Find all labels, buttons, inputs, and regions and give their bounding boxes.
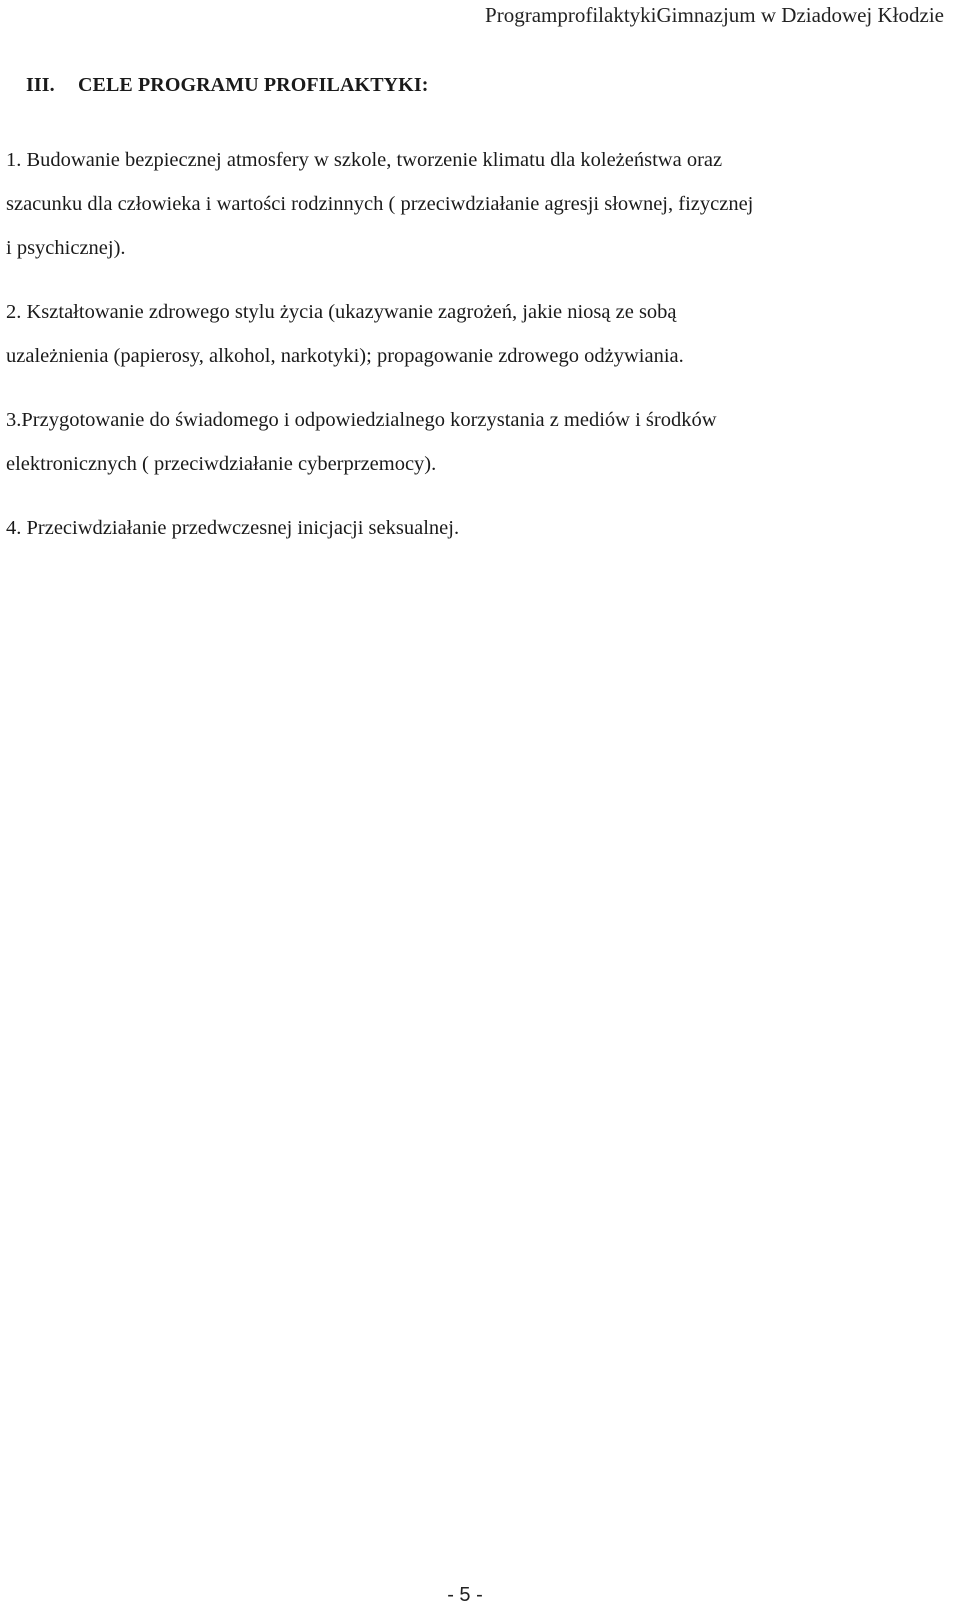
- goal-item-4: [6, 506, 936, 550]
- goal-4-line-1: 4. Przeciwdziałanie przedwczesnej inicjacji seksualnej.: [6, 517, 460, 539]
- page-number: [0, 1582, 930, 1608]
- goal-2-line-1: 2. Kształtowanie zdrowego stylu życia (ukazywanie zagrożeń, jakie niosą ze sobą: [6, 301, 677, 323]
- running-header: ProgramprofilaktykiGimnazjum w Dziadowej Kłodzie: [485, 3, 944, 27]
- goal-3-line-2: elektronicznych ( przeciwdziałanie cyberprzemocy).: [6, 453, 437, 475]
- goal-item-1: [6, 138, 936, 270]
- section-title: [26, 72, 428, 98]
- goal-1-line-3: i psychicznej).: [6, 237, 126, 259]
- page-number-text: - 5 -: [447, 1584, 483, 1606]
- section-roman-numeral: III.: [26, 74, 55, 96]
- section-title-text: CELE PROGRAMU PROFILAKTYKI:: [78, 74, 429, 96]
- goal-item-3: [6, 398, 936, 486]
- goal-1-line-1: 1. Budowanie bezpiecznej atmosfery w szkole, tworzenie klimatu dla koleżeństwa oraz: [6, 149, 723, 171]
- goal-item-2: [6, 290, 936, 378]
- goals-list: [6, 138, 936, 570]
- goal-2-line-2: uzależnienia (papierosy, alkohol, narkotyki); propagowanie zdrowego odżywiania.: [6, 345, 684, 367]
- goal-3-line-1: 3.Przygotowanie do świadomego i odpowiedzialnego korzystania z mediów i środków: [6, 409, 717, 431]
- goal-1-line-2: szacunku dla człowieka i wartości rodzinnych ( przeciwdziałanie agresji słownej, fizycznej: [6, 193, 754, 215]
